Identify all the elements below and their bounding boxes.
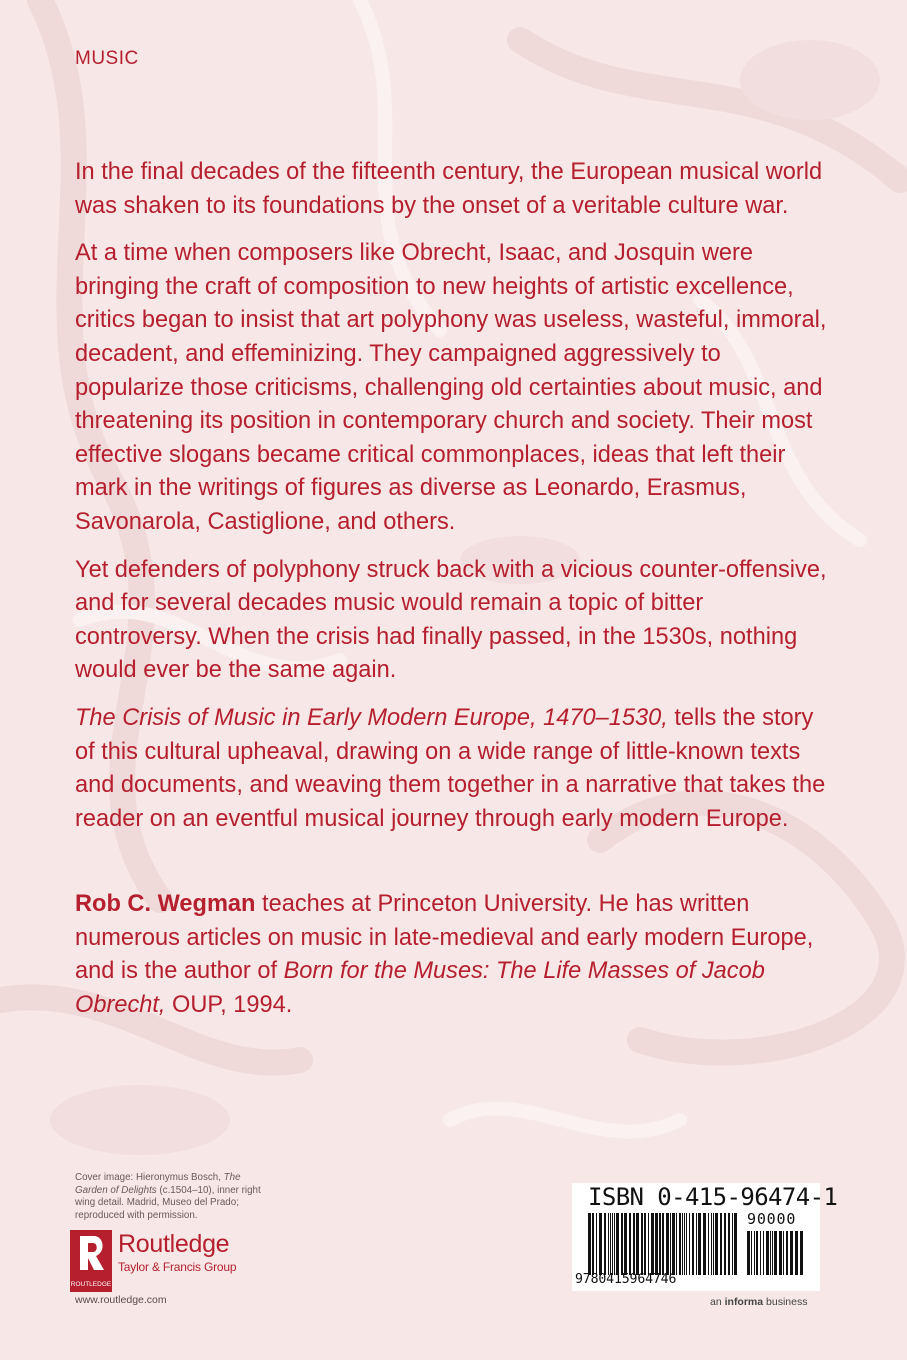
barcode-bar: [754, 1231, 755, 1275]
barcode-bar: [692, 1213, 694, 1275]
barcode-bar: [666, 1213, 669, 1275]
barcode-bar: [703, 1213, 706, 1275]
book-title: The Crisis of Music in Early Modern Europe, 1470–1530,: [75, 704, 668, 731]
barcode-bar: [676, 1213, 677, 1275]
informa-business-tag: an informa business: [710, 1296, 808, 1308]
barcode-bar: [592, 1213, 594, 1275]
logo-wordmark: ROUTLEDGE: [70, 1281, 112, 1288]
description-paragraph-2: At a time when composers like Obrecht, Isaac, and Josquin were bringing the craft of composition to new heights of artistic excellence, critics began to insist that art polyphony was useless, wasteful, immoral, decadent, and effeminizing. They campaigned aggressively to popularize those criticisms, challenging old certainties about music, and threatening its position in contemporary church and society. Their most effective slogans became critical commonplaces, ideas that left their mark in the writings of figures as diverse as Leonardo, Erasmus, Savonarola, Castiglione, and others.: [75, 240, 827, 535]
barcode-bar: [790, 1231, 793, 1275]
routledge-logo-icon: [70, 1230, 112, 1292]
barcode-bar: [682, 1213, 683, 1275]
barcode-bar: [708, 1213, 709, 1275]
barcode-bar: [760, 1231, 761, 1275]
barcode-bar: [734, 1213, 737, 1275]
barcode-bar: [795, 1231, 798, 1275]
barcode-bar: [720, 1213, 722, 1275]
description-paragraph-4: The Crisis of Music in Early Modern Europe, 1470–1530, tells the story of this cultural upheaval, drawing on a wide range of little-known texts and documents, and weaving them together in a narrative that takes the reader on an eventful musical journey through early modern Europe.: [75, 704, 826, 832]
addon-barcode: [747, 1231, 805, 1275]
barcode-bar: [786, 1231, 788, 1275]
barcode-bar: [724, 1213, 726, 1275]
barcode-bar: [779, 1231, 782, 1275]
barcode-bar: [662, 1213, 664, 1275]
publisher-name: Routledge: [118, 1230, 230, 1258]
category-label: MUSIC: [75, 48, 139, 69]
barcode-bar: [766, 1231, 769, 1275]
barcode-bar: [800, 1231, 803, 1275]
isbn-barcode-block: [572, 1183, 838, 1291]
barcode-bar: [732, 1213, 733, 1275]
barcode-bar: [644, 1213, 646, 1275]
barcode-bar: [610, 1213, 611, 1275]
ean-barcode: [588, 1213, 738, 1275]
barcode-bar: [747, 1231, 750, 1275]
publisher-block: [70, 1222, 300, 1306]
barcode-bar: [588, 1213, 591, 1275]
barcode-bar: [612, 1213, 613, 1275]
barcode-bar: [774, 1231, 777, 1275]
barcode-bar: [763, 1231, 764, 1275]
ean-digits: 9780415964746: [575, 1272, 677, 1287]
barcode-bar: [648, 1213, 649, 1275]
barcode-bar: [715, 1213, 718, 1275]
barcode-bar: [698, 1213, 701, 1275]
addon-digits: 90000: [747, 1210, 797, 1228]
publisher-url: www.routledge.com: [75, 1294, 167, 1306]
barcode-bar: [751, 1231, 752, 1275]
author-name: Rob C. Wegman: [75, 891, 256, 917]
barcode-bar: [624, 1213, 627, 1275]
publisher-group: Taylor & Francis Group: [118, 1260, 237, 1274]
book-description: [75, 156, 835, 850]
barcode-bar: [604, 1213, 606, 1275]
barcode-bar: [636, 1213, 639, 1275]
barcode-bar: [633, 1213, 635, 1275]
barcode-bar: [655, 1213, 658, 1275]
barcode-bar: [770, 1231, 771, 1275]
barcode-bar: [772, 1231, 773, 1275]
barcode-bar: [756, 1231, 758, 1275]
author-bio: Rob C. Wegman teaches at Princeton University. He has written numerous articles on music in late-medieval and early modern Europe, and is the author of Born for the Muses: The Life Masses of Jacob Obrecht, OUP, 1994.: [75, 891, 814, 1018]
author-previous-book: Born for the Muses: The Life Masses of Jacob Obrecht,: [75, 958, 765, 1018]
barcode-bar: [672, 1213, 675, 1275]
barcode-bar: [599, 1213, 602, 1275]
barcode-bar: [696, 1213, 697, 1275]
description-paragraph-3: Yet defenders of polyphony struck back with a vicious counter-offensive, and for several decades music would remain a topic of bitter controversy. When the crisis had finally passed, in the 1530s, nothing would ever be the same again.: [75, 556, 827, 684]
barcode-bar: [629, 1213, 631, 1275]
barcode-bar: [728, 1213, 730, 1275]
barcode-bar: [651, 1213, 654, 1275]
barcode-bar: [686, 1213, 687, 1275]
isbn-number: ISBN 0-415-96474-1: [588, 1183, 838, 1211]
barcode-bar: [689, 1213, 690, 1275]
barcode-bar: [608, 1213, 609, 1275]
cover-image-credit: Cover image: Hieronymus Bosch, The Garden of Delights (c.1504–10), inner right wing detail. Madrid, Museo del Prado; reproduced with permission.: [75, 1172, 261, 1221]
barcode-bar: [711, 1213, 712, 1275]
barcode-bar: [616, 1213, 619, 1275]
barcode-bar: [679, 1213, 681, 1275]
barcode-bar: [670, 1213, 671, 1275]
barcode-bar: [659, 1213, 661, 1275]
barcode-bar: [621, 1213, 623, 1275]
barcode-bar: [641, 1213, 643, 1275]
barcode-bar: [596, 1213, 597, 1275]
barcode-bar: [614, 1213, 615, 1275]
barcode-bar: [713, 1213, 714, 1275]
description-paragraph-1: In the final decades of the fifteenth century, the European musical world was shaken to its foundations by the onset of a veritable culture war.: [75, 159, 823, 219]
barcode-bar: [684, 1213, 685, 1275]
barcode-bar: [783, 1231, 784, 1275]
